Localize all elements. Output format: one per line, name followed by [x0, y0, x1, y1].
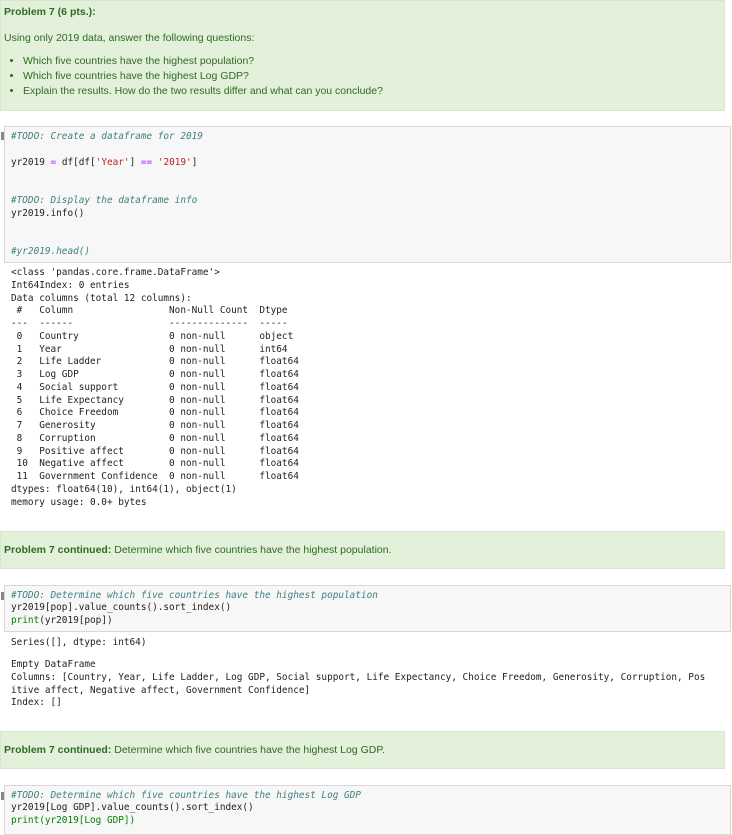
markdown-cell-population [0, 531, 725, 569]
problem-bullets [1, 54, 383, 99]
problem-intro: Using only 2019 data, answer the following questions: [4, 32, 255, 44]
code-cell-loggdp[interactable] [4, 785, 731, 835]
bullet-item: • Which five countries have the highest Log GDP? [23, 69, 383, 84]
code-comment: #TODO: Determine which five countries have the highest population [11, 590, 378, 601]
bullet-item: • Which five countries have the highest population? [23, 54, 383, 69]
problem-title: Problem 7 (6 pts.): [4, 6, 96, 18]
code-line: yr2019.info() [11, 208, 85, 219]
cell-prompt [1, 592, 4, 600]
cell-output-info: <class 'pandas.core.frame.DataFrame'> Int64Index: 0 entries Data columns (total 12 columns): # Column Non-Null Count Dtype --- ------ -------------- ----- 0 Country 0 non-null object 1 Year 0 non-null int64 2 Life Ladder 0 non-null float64 3 Log GDP 0 non-null float64 4 Social support 0 non-null float64 5 Life Expectancy 0 non-null float64 6 Choice Freedom 0 non-null float64 7 Generosity 0 non-null float64 8 Corruption 0 non-null float64 9 Positive affect 0 non-null float64 10 Negative affect 0 non-null float64 11 Government Confidence 0 non-null float64 dtypes: float64(10), int64(1), object(1) memory usage: 0.0+ bytes [11, 267, 299, 508]
cell-output-dataframe: Empty DataFrame Columns: [Country, Year, Life Ladder, Log GDP, Social support, Life Expectancy, Choice Freedom, Generosity, Corruption, Pos itive affect, Negative affect, Government Confidence] Index: [] [11, 659, 706, 709]
code-line: yr2019 = df[df['Year'] == '2019'] [11, 157, 198, 168]
markdown-text: Problem 7 continued: Determine which five countries have the highest Log GDP. [4, 744, 385, 756]
code-cell-population[interactable] [4, 585, 731, 632]
markdown-cell-loggdp [0, 731, 725, 769]
code-comment: #yr2019.head() [11, 246, 91, 257]
code-cell-create-df[interactable] [4, 126, 731, 263]
code-line: print(yr2019[pop]) [11, 615, 113, 626]
code-comment: #TODO: Determine which five countries have the highest Log GDP [11, 790, 361, 801]
code-line: yr2019[pop].value_counts().sort_index() [11, 602, 232, 613]
cell-output-series: Series([], dtype: int64) [11, 637, 147, 648]
problem-markdown-cell [0, 0, 725, 111]
bullet-item: • Explain the results. How do the two results differ and what can you conclude? [23, 84, 383, 99]
cell-prompt [1, 132, 4, 140]
code-comment: #TODO: Display the dataframe info [11, 195, 198, 206]
cell-prompt [1, 792, 4, 800]
markdown-text: Problem 7 continued: Determine which five countries have the highest population. [4, 544, 392, 556]
code-line: yr2019[Log GDP].value_counts().sort_index() [11, 802, 254, 813]
code-comment: #TODO: Create a dataframe for 2019 [11, 131, 203, 142]
code-line: print(yr2019[Log GDP]) [11, 815, 136, 826]
